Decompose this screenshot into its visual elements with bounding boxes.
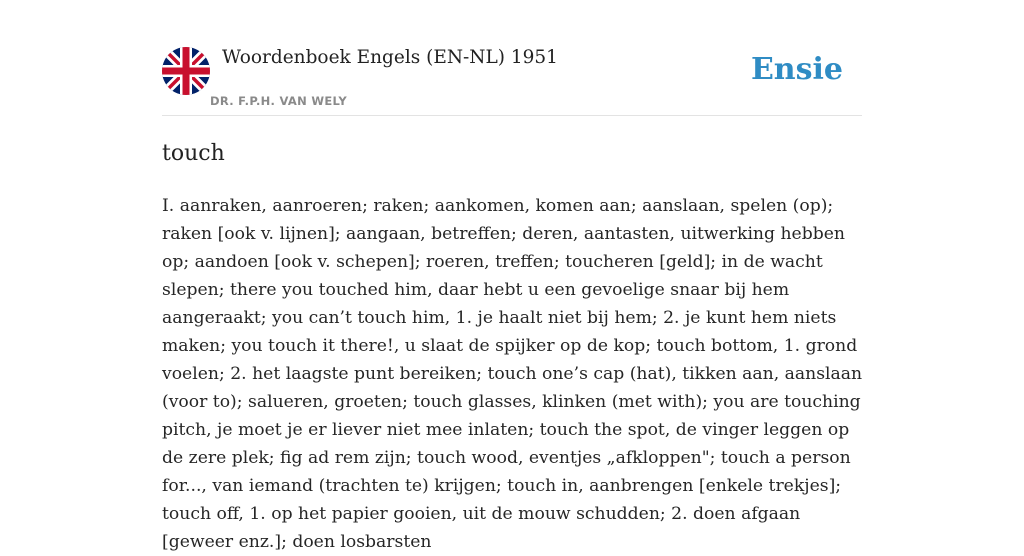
entry-definition: I. aanraken, aanroeren; raken; aankomen, komen aan; aanslaan, spelen (op); raken [ook v. lijnen]; aangaan, betreffen; deren, aantasten, uitwerking hebben op; aandoen [ook v. schepen]; roeren, treffen; toucheren [geld]; in de wacht slepen; there you touched him, daar hebt u een gevoelige snaar bij hem aangeraakt; you can’t touch him, 1. je haalt niet bij hem; 2. je kunt hem niets maken; you touch it there!, u slaat de spijker op de kop; touch bottom, 1. grond voelen; 2. het laagste punt bereiken; touch one’s cap (hat), tikken aan, aanslaan (voor to); salueren, groeten; touch glasses, klinken (met with); you are touching pitch, je moet je er liever niet mee inlaten; touch the spot, de vinger leggen op de zere plek; fig ad rem zijn; touch wood, eventjes „afkloppen"; touch a person for..., van iemand (trachten te) krijgen; touch in, aanbrengen [enkele trekjes]; touch off, 1. op het papier gooien, uit de mouw schudden; 2. doen afgaan [geweer enz.]; doen losbarsten bbox=[162, 196, 863, 552]
dictionary-title[interactable]: Woordenboek Engels (EN-NL) 1951 bbox=[222, 47, 558, 68]
entry-headword: touch bbox=[162, 141, 225, 166]
dictionary-header bbox=[162, 46, 862, 116]
ensie-logo[interactable]: Ensie bbox=[750, 52, 843, 87]
uk-flag-icon bbox=[162, 47, 210, 95]
dictionary-author: DR. F.P.H. VAN WELY bbox=[210, 94, 347, 108]
